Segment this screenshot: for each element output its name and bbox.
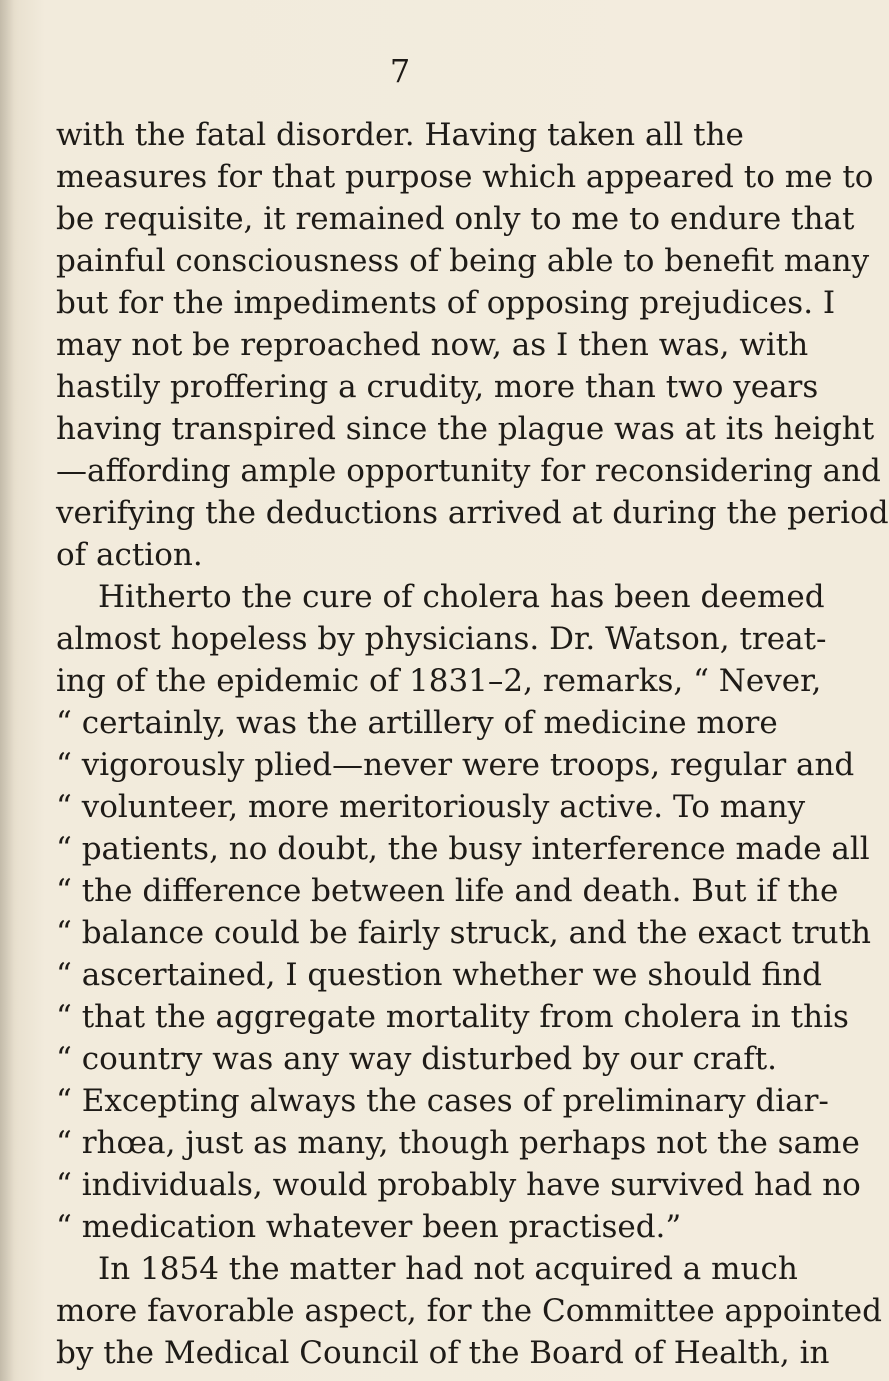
text-line: be requisite, it remained only to me to endure that bbox=[56, 201, 855, 237]
text-line: but for the impediments of opposing prejudices. I bbox=[56, 285, 836, 321]
text-line: ing of the epidemic of 1831–2, remarks, “ Never, bbox=[56, 663, 822, 699]
paragraph-start: In 1854 the matter had not acquired a much bbox=[98, 1251, 798, 1287]
quote-line: “ rhœa, just as many, though perhaps not the same bbox=[56, 1125, 860, 1161]
quote-line: “ ascertained, I question whether we should find bbox=[56, 957, 822, 993]
paragraph-start: Hitherto the cure of cholera has been deemed bbox=[98, 579, 825, 615]
text-line: by the Medical Council of the Board of Health, in bbox=[56, 1335, 830, 1371]
text-line: verifying the deductions arrived at during the period bbox=[56, 495, 889, 531]
quote-line: “ certainly, was the artillery of medicine more bbox=[56, 705, 778, 741]
text-line: almost hopeless by physicians. Dr. Watson, treat- bbox=[56, 621, 827, 657]
text-line: of action. bbox=[56, 537, 203, 573]
page-number: 7 bbox=[389, 52, 411, 90]
text-line: painful consciousness of being able to benefit many bbox=[56, 243, 870, 279]
quote-line: “ country was any way disturbed by our craft. bbox=[56, 1041, 778, 1077]
text-line: having transpired since the plague was at its height bbox=[56, 411, 875, 447]
quote-line: “ individuals, would probably have survived had no bbox=[56, 1167, 861, 1203]
text-line: may not be reproached now, as I then was, with bbox=[56, 327, 809, 363]
text-line: hastily proffering a crudity, more than two years bbox=[56, 369, 819, 405]
quote-line: “ patients, no doubt, the busy interference made all bbox=[56, 831, 870, 867]
text-line: —affording ample opportunity for reconsidering and bbox=[56, 453, 881, 489]
quote-line: “ the difference between life and death. But if the bbox=[56, 873, 839, 909]
quote-line: “ Excepting always the cases of preliminary diar- bbox=[56, 1083, 829, 1119]
text-line: with the fatal disorder. Having taken all the bbox=[56, 117, 744, 153]
text-line: more favorable aspect, for the Committee appointed bbox=[56, 1293, 882, 1329]
quote-line: “ volunteer, more meritoriously active. To many bbox=[56, 789, 806, 825]
quote-line: “ balance could be fairly struck, and the exact truth bbox=[56, 915, 871, 951]
text-line: measures for that purpose which appeared to me to bbox=[56, 159, 874, 195]
quote-line: “ vigorously plied—never were troops, regular and bbox=[56, 747, 855, 783]
quote-line: “ that the aggregate mortality from cholera in this bbox=[56, 999, 849, 1035]
gutter-shadow bbox=[0, 0, 14, 1381]
quote-line: “ medication whatever been practised.” bbox=[56, 1209, 682, 1245]
